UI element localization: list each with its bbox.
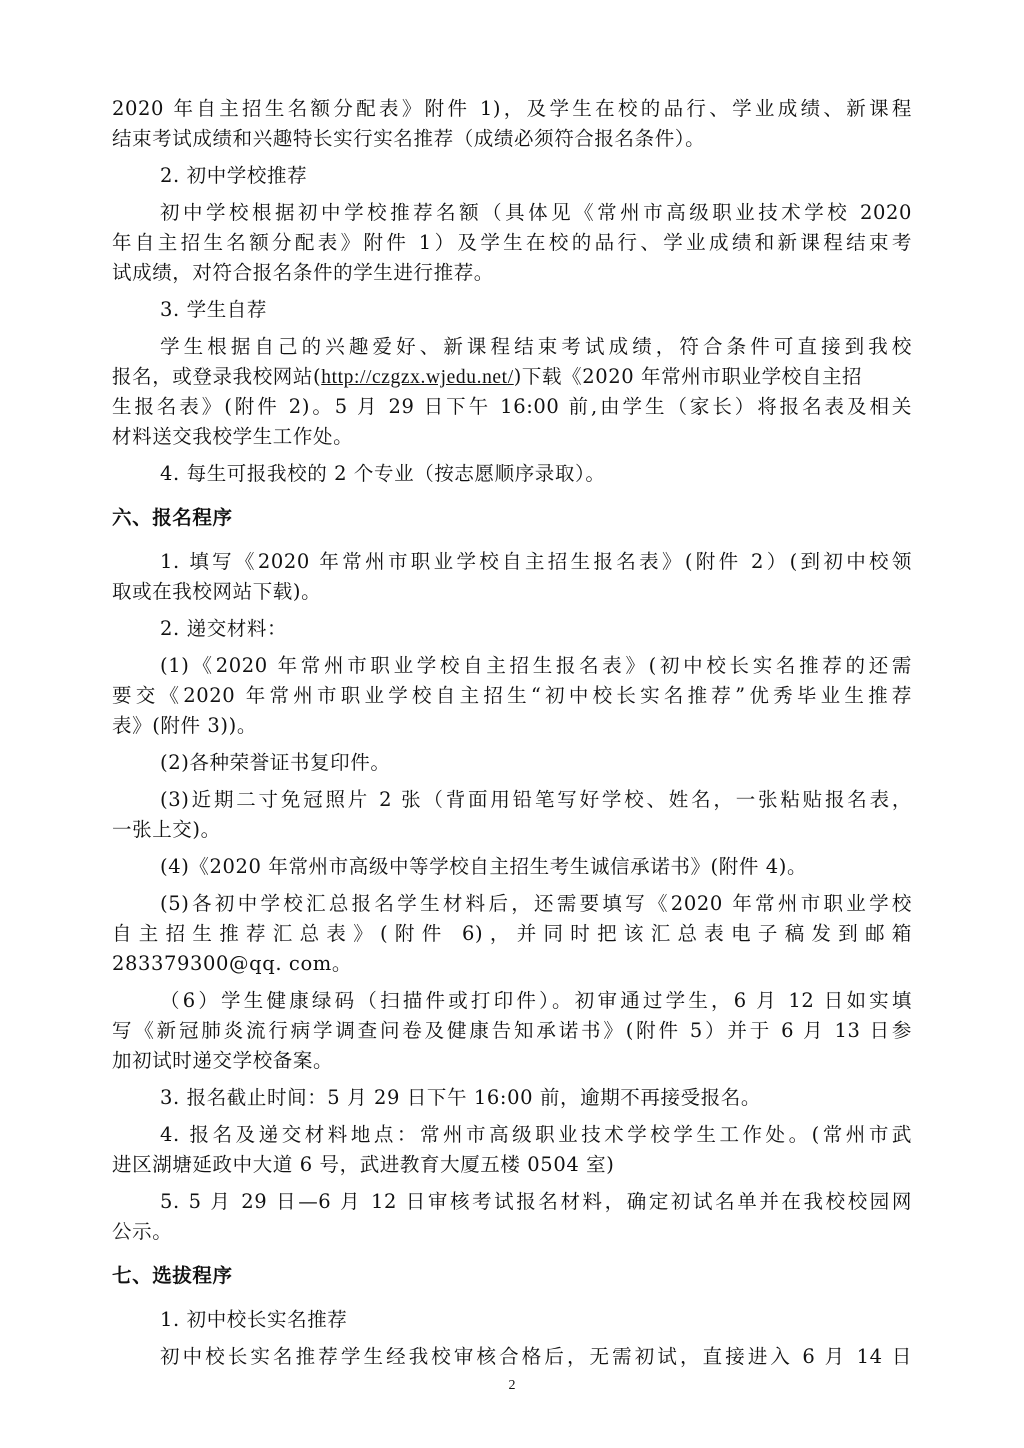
subsection-title: 3. 学生自荐	[160, 298, 268, 321]
paragraph-line: 2020 年自主招生名额分配表》附件 1)，及学生在校的品行、学业成绩、新课程	[112, 97, 912, 120]
paragraph-line: 3. 报名截止时间：5 月 29 日下午 16:00 前，逾期不再接受报名。	[160, 1086, 762, 1109]
paragraph-line: 4. 报名及递交材料地点：常州市高级职业技术学校学生工作处。(常州市武	[160, 1123, 912, 1146]
paragraph-line: 年自主招生名额分配表》附件 1）及学生在校的品行、学业成绩和新课程结束考	[112, 231, 912, 254]
paragraph-line: 初中学校根据初中学校推荐名额（具体见《常州市高级职业技术学校 2020	[160, 201, 912, 224]
paragraph-line: 要交《2020 年常州市职业学校自主招生“初中校长实名推荐”优秀毕业生推荐	[112, 684, 912, 707]
paragraph-line: 表》(附件 3))。	[112, 714, 257, 737]
paragraph-line: 进区湖塘延政中大道 6 号，武进教育大厦五楼 0504 室)	[112, 1153, 615, 1176]
paragraph-line: 材料送交我校学生工作处。	[112, 425, 354, 448]
paragraph-line: 生报名表》(附件 2)。5 月 29 日下午 16:00 前,由学生（家长）将报名表及相关	[112, 395, 912, 418]
paragraph-line: 4. 每生可报我校的 2 个专业（按志愿顺序录取）。	[160, 462, 606, 485]
paragraph-line: 公示。	[112, 1220, 173, 1243]
paragraph-line: 一张上交)。	[112, 818, 221, 841]
section-heading-7: 七、选拔程序	[112, 1264, 233, 1287]
paragraph-line: (2)各种荣誉证书复印件。	[160, 751, 391, 774]
subsection-title: 1. 初中校长实名推荐	[160, 1308, 348, 1331]
paragraph-line	[112, 362, 912, 392]
paragraph-line: 结束考试成绩和兴趣特长实行实名推荐（成绩必须符合报名条件）。	[112, 127, 706, 150]
paragraph-line: 试成绩，对符合报名条件的学生进行推荐。	[112, 261, 494, 284]
paragraph-line: 写《新冠肺炎流行病学调查问卷及健康告知承诺书》(附件 5）并于 6 月 13 日参	[112, 1019, 912, 1042]
paragraph-line: (4)《2020 年常州市高级中等学校自主招生考生诚信承诺书》(附件 4)。	[160, 855, 808, 878]
subsection-title: 2. 递交材料：	[160, 617, 288, 640]
paragraph-line: （6）学生健康绿码（扫描件或打印件）。初审通过学生，6 月 12 日如实填	[160, 989, 912, 1012]
paragraph-line: 1. 填写《2020 年常州市职业学校自主招生报名表》(附件 2）(到初中校领	[160, 550, 912, 573]
paragraph-line: 5. 5 月 29 日—6 月 12 日审核考试报名材料，确定初试名单并在我校校园网	[160, 1190, 912, 1213]
paragraph-text: )下载《2020 年常州市职业学校自主招	[513, 365, 863, 388]
website-link[interactable]: http://czgzx.wjedu.net/	[321, 367, 514, 388]
paragraph-line: (1)《2020 年常州市职业学校自主招生报名表》(初中校长实名推荐的还需	[160, 654, 912, 677]
section-heading-6: 六、报名程序	[112, 506, 233, 529]
subsection-title: 2. 初中学校推荐	[160, 164, 308, 187]
paragraph-line: (3)近期二寸免冠照片 2 张（背面用铅笔写好学校、姓名，一张粘贴报名表，	[160, 788, 912, 811]
paragraph-line: 取或在我校网站下载)。	[112, 580, 322, 603]
paragraph-line: (5)各初中学校汇总报名学生材料后，还需要填写《2020 年常州市职业学校	[160, 892, 912, 915]
paragraph-line: 加初试时递交学校备案。	[112, 1049, 334, 1072]
paragraph-line: 初中校长实名推荐学生经我校审核合格后，无需初试，直接进入 6 月 14 日	[160, 1345, 912, 1368]
paragraph-line: 自主招生推荐汇总表》(附件 6)，并同时把该汇总表电子稿发到邮箱	[112, 922, 912, 945]
page-number: 2	[508, 1378, 516, 1393]
email-address: 283379300@qq. com。	[112, 952, 352, 975]
paragraph-line: 学生根据自己的兴趣爱好、新课程结束考试成绩，符合条件可直接到我校	[160, 335, 912, 358]
paragraph-text: 报名，或登录我校网站(	[112, 365, 322, 388]
document-body	[112, 94, 912, 1372]
